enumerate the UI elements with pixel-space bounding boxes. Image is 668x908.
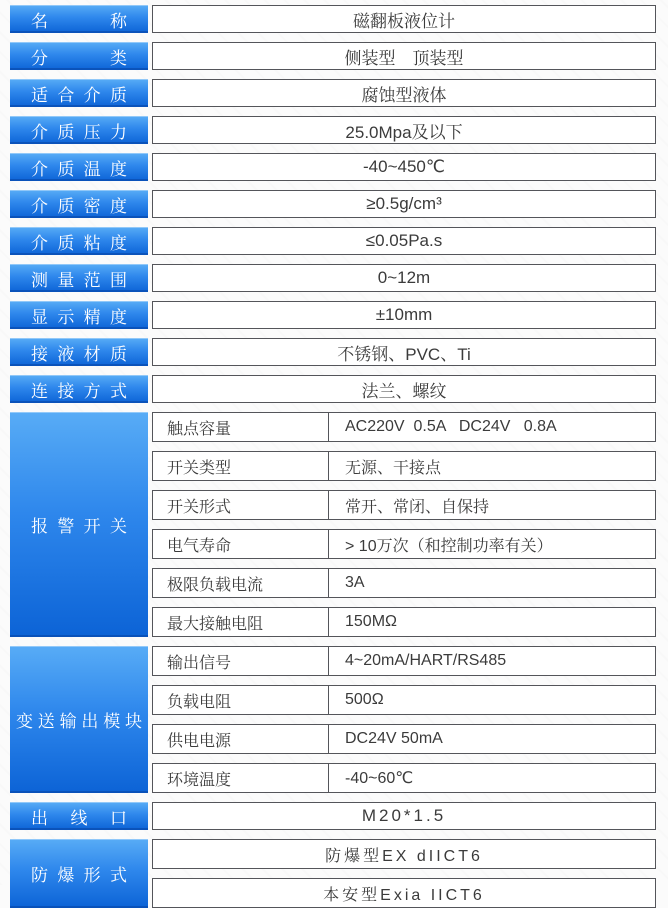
sub-row-label-cell [153, 686, 329, 714]
row-label: 介质温度 [31, 159, 127, 179]
row-value-cell [152, 338, 656, 366]
sub-row-value: > 10万次（和控制功率有关） [345, 537, 553, 555]
sub-row-value: AC220V 0.5A DC24V 0.8A [345, 418, 557, 435]
spec-row-medium-viscosity [10, 227, 656, 255]
row-value-cell [152, 42, 656, 70]
row-value: 法兰、螺纹 [361, 381, 447, 401]
spec-row-measuring-range [10, 264, 656, 292]
sub-row-label-cell [153, 491, 329, 519]
sub-row-label: 开关形式 [167, 498, 232, 516]
row-label: 介质密度 [31, 196, 127, 216]
sub-row-label: 触点容量 [167, 420, 232, 438]
row-label: 连接方式 [31, 381, 127, 401]
spec-row-medium-density [10, 190, 656, 218]
sub-row-value: DC24V 50mA [345, 730, 443, 747]
spec-row-connection-type [10, 375, 656, 403]
row-value-cell [152, 802, 656, 830]
row-value: 侧装型 顶装型 [344, 48, 464, 68]
row-label-cell [10, 301, 148, 329]
sub-row-value: 3A [345, 574, 365, 591]
sub-row-limit-load-current [152, 568, 656, 598]
sub-row-label-cell [153, 647, 329, 675]
row-value: 0~12m [377, 268, 431, 287]
row-label-cell [10, 42, 148, 70]
sub-row-label: 极限负载电流 [167, 576, 264, 594]
sub-row-label: 输出信号 [167, 654, 232, 672]
sub-row-value-cell [329, 452, 655, 480]
sub-row-value-cell [329, 764, 655, 792]
row-value: ≥0.5g/cm³ [366, 194, 442, 213]
row-value-cell [152, 375, 656, 403]
section-label: 报警开关 [31, 517, 127, 536]
spec-row-name [10, 5, 656, 33]
row-value: ≤0.05Pa.s [365, 231, 443, 250]
row-label-cell [10, 5, 148, 33]
sub-row-label-cell [153, 608, 329, 636]
row-label-cell [10, 190, 148, 218]
sub-row-label-cell [153, 764, 329, 792]
row-value: M20*1.5 [361, 806, 447, 825]
row-value-cell [152, 227, 656, 255]
sub-row-value-cell [329, 647, 655, 675]
explosion-proof-rows [152, 839, 656, 908]
row-value: 25.0Mpa及以下 [345, 122, 463, 142]
row-value-cell [152, 153, 656, 181]
section-label-cell [10, 412, 148, 637]
row-label: 测量范围 [31, 270, 127, 290]
sub-row-label-cell [153, 452, 329, 480]
row-value: ±10mm [375, 305, 433, 324]
sub-row-label: 负载电阻 [167, 693, 232, 711]
sub-row-label-cell [153, 569, 329, 597]
row-label-cell [10, 802, 148, 830]
row-label: 适合介质 [31, 85, 127, 105]
sub-row-value: 本安型Exia IICT6 [323, 886, 485, 904]
transmitter-output-section [10, 646, 656, 793]
sub-row-value: -40~60℃ [345, 770, 414, 787]
spec-row-suitable-medium [10, 79, 656, 107]
sub-row-power-supply [152, 724, 656, 754]
row-label-cell [10, 264, 148, 292]
row-label: 介质压力 [31, 122, 127, 142]
sub-row-value-cell [329, 725, 655, 753]
sub-row-label: 最大接触电阻 [167, 615, 264, 633]
sub-row-max-contact-resistance [152, 607, 656, 637]
sub-row-label-cell [153, 413, 329, 441]
row-label: 名称 [31, 11, 127, 31]
row-label-cell [10, 116, 148, 144]
sub-row-label: 环境温度 [167, 771, 232, 789]
row-value: 磁翻板液位计 [353, 11, 455, 31]
spec-row-wetted-material [10, 338, 656, 366]
row-value: 腐蚀型液体 [361, 85, 447, 105]
sub-row-value-cell [329, 413, 655, 441]
sub-row-switch-type [152, 451, 656, 481]
transmitter-output-rows [152, 646, 656, 793]
row-label-cell [10, 375, 148, 403]
sub-row-ambient-temperature [152, 763, 656, 793]
sub-row-value-cell [329, 569, 655, 597]
row-label: 出线口 [31, 808, 127, 828]
spec-row-display-accuracy [10, 301, 656, 329]
sub-row-value: 150MΩ [345, 613, 397, 630]
spec-row-medium-pressure [10, 116, 656, 144]
row-value: 不锈钢、PVC、Ti [337, 344, 471, 364]
sub-row-contact-capacity [152, 412, 656, 442]
sub-row-label: 供电电源 [167, 732, 232, 750]
sub-row-value: 4~20mA/HART/RS485 [345, 652, 507, 669]
sub-row-value-cell [329, 686, 655, 714]
sub-row-electrical-life [152, 529, 656, 559]
sub-row-label-cell [153, 725, 329, 753]
row-value-cell [152, 301, 656, 329]
sub-row-value-cell [329, 608, 655, 636]
row-value-cell [152, 190, 656, 218]
section-label-cell [10, 646, 148, 793]
row-label-cell [10, 153, 148, 181]
row-label: 分类 [31, 48, 127, 68]
section-label: 防爆形式 [31, 866, 127, 885]
sub-row-load-resistance [152, 685, 656, 715]
row-label-cell [10, 338, 148, 366]
sub-row-label-cell [153, 530, 329, 558]
spec-row-cable-outlet [10, 802, 656, 830]
sub-row-flameproof-type [152, 839, 656, 869]
sub-row-value-cell [329, 530, 655, 558]
row-label-cell [10, 227, 148, 255]
explosion-proof-section [10, 839, 656, 908]
row-label-cell [10, 79, 148, 107]
section-label-cell [10, 839, 148, 908]
sub-row-value-cell [329, 491, 655, 519]
sub-row-value: 防爆型EX dIICT6 [325, 847, 483, 865]
spec-row-medium-temperature [10, 153, 656, 181]
section-label: 变送输出模块 [16, 712, 142, 731]
alarm-switch-section [10, 412, 656, 637]
sub-row-switch-form [152, 490, 656, 520]
row-label: 接液材质 [31, 344, 127, 364]
spec-row-category [10, 42, 656, 70]
sub-row-label: 开关类型 [167, 459, 232, 477]
sub-row-label: 电气寿命 [167, 537, 232, 555]
sub-row-intrinsically-safe-type [152, 878, 656, 908]
sub-row-value: 无源、干接点 [345, 459, 442, 477]
row-value-cell [152, 5, 656, 33]
sub-row-value: 500Ω [345, 691, 384, 708]
row-label: 显示精度 [31, 307, 127, 327]
sub-row-output-signal [152, 646, 656, 676]
row-value-cell [152, 264, 656, 292]
row-label: 介质粘度 [31, 233, 127, 253]
row-value: -40~450℃ [363, 157, 445, 176]
alarm-switch-rows [152, 412, 656, 637]
row-value-cell [152, 116, 656, 144]
sub-row-value: 常开、常闭、自保持 [345, 498, 490, 516]
row-value-cell [152, 79, 656, 107]
